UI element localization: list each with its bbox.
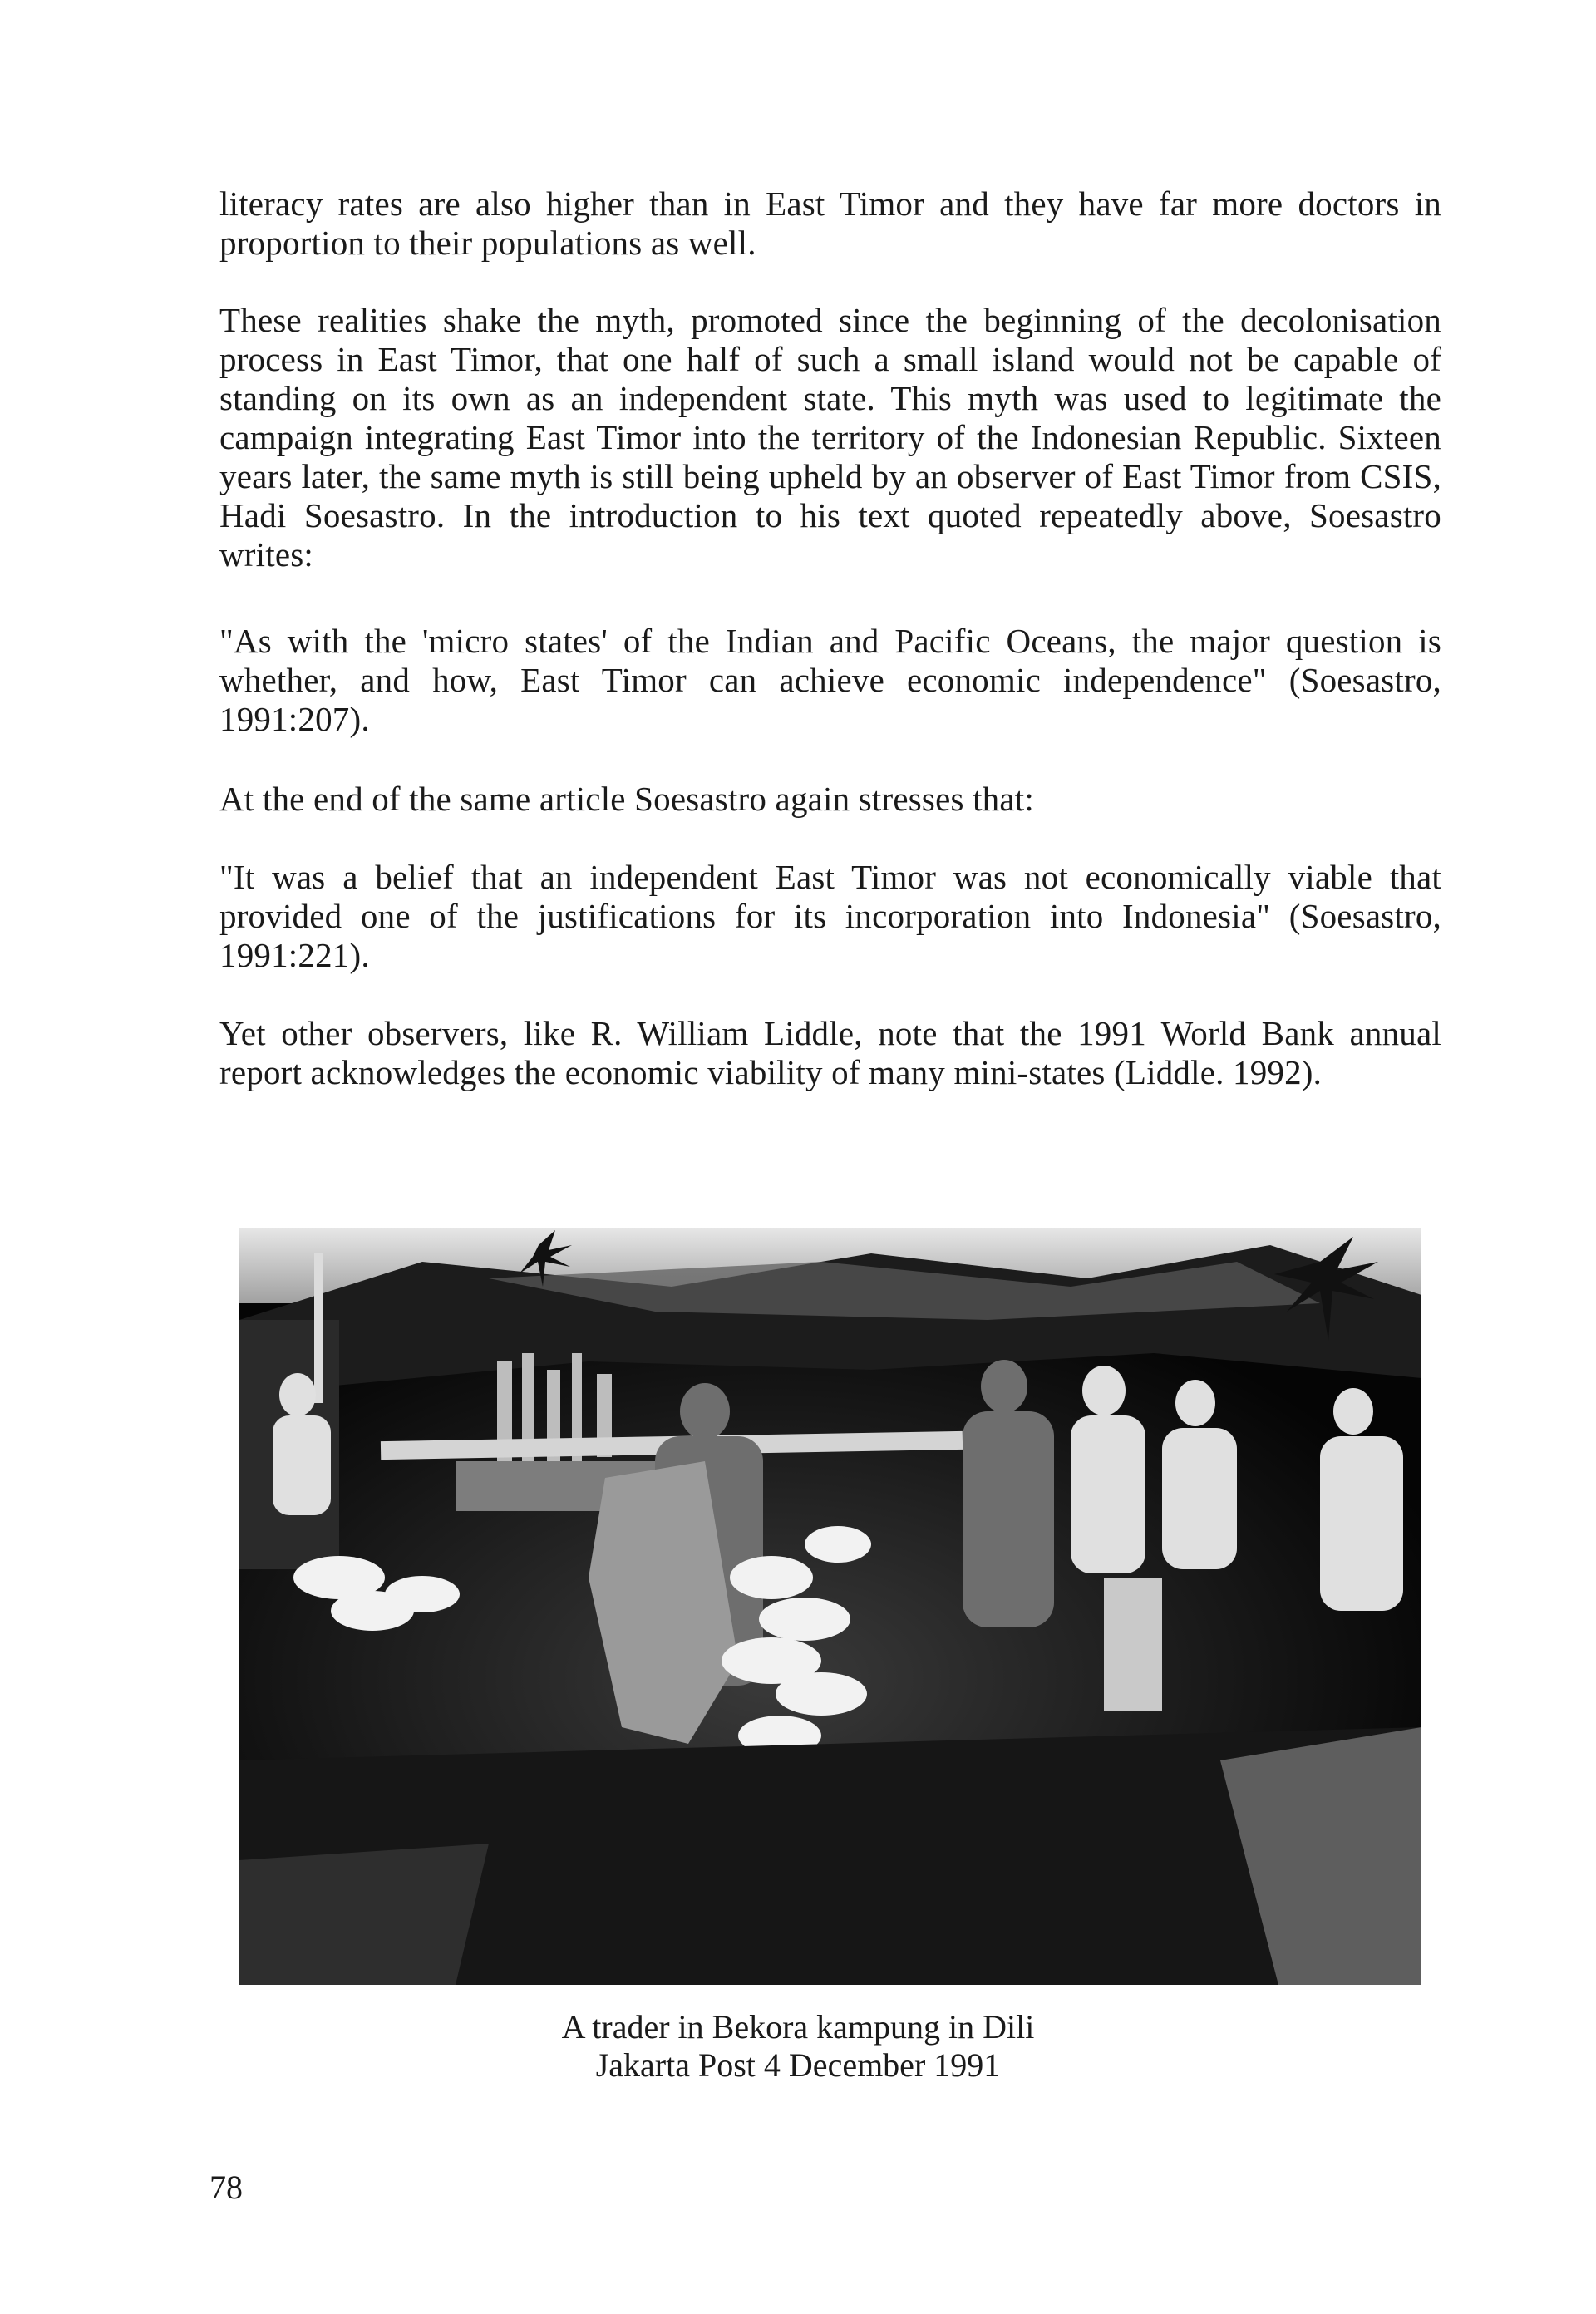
body-paragraph-2: These realities shake the myth, promoted since the beginning of the decolonisation process in East Timor, that one half of such a small island would not be capable of standing on its own as an independent state. This myth was used to legitimate the campaign integrating East Timor into the territory of the Indonesian Republic. Sixteen years later, the same myth is still being upheld by an observer of East Timor from CSIS, Hadi Soesastro. In the introduction to his text quoted repeatedly above, Soesastro writes: <box>219 301 1441 574</box>
body-paragraph-4: Yet other observers, like R. William Liddle, note that the 1991 World Bank annual report acknowledges the economic viability of many mini-states (Liddle. 1992). <box>219 1014 1441 1091</box>
figure-caption-line-1: A trader in Bekora kampung in Dili <box>561 2008 1035 2046</box>
quote-paragraph-2: "It was a belief that an independent East Timor was not economically viable that provided one of the justifications for its incorporation into Indonesia" (Soesastro, 1991:221). <box>219 858 1441 974</box>
body-paragraph-3: At the end of the same article Soesastro again stresses that: <box>219 780 1034 818</box>
market-photograph <box>239 1228 1421 1985</box>
body-paragraph-1: literacy rates are also higher than in East Timor and they have far more doctors in proportion to their populations as well. <box>219 185 1441 262</box>
page-number: 78 <box>209 2169 243 2206</box>
quote-paragraph-1: "As with the 'micro states' of the Indian and Pacific Oceans, the major question is whether, and how, East Timor can achieve economic independence" (Soesastro, 1991:207). <box>219 622 1441 738</box>
figure-caption-line-2: Jakarta Post 4 December 1991 <box>595 2046 1001 2084</box>
